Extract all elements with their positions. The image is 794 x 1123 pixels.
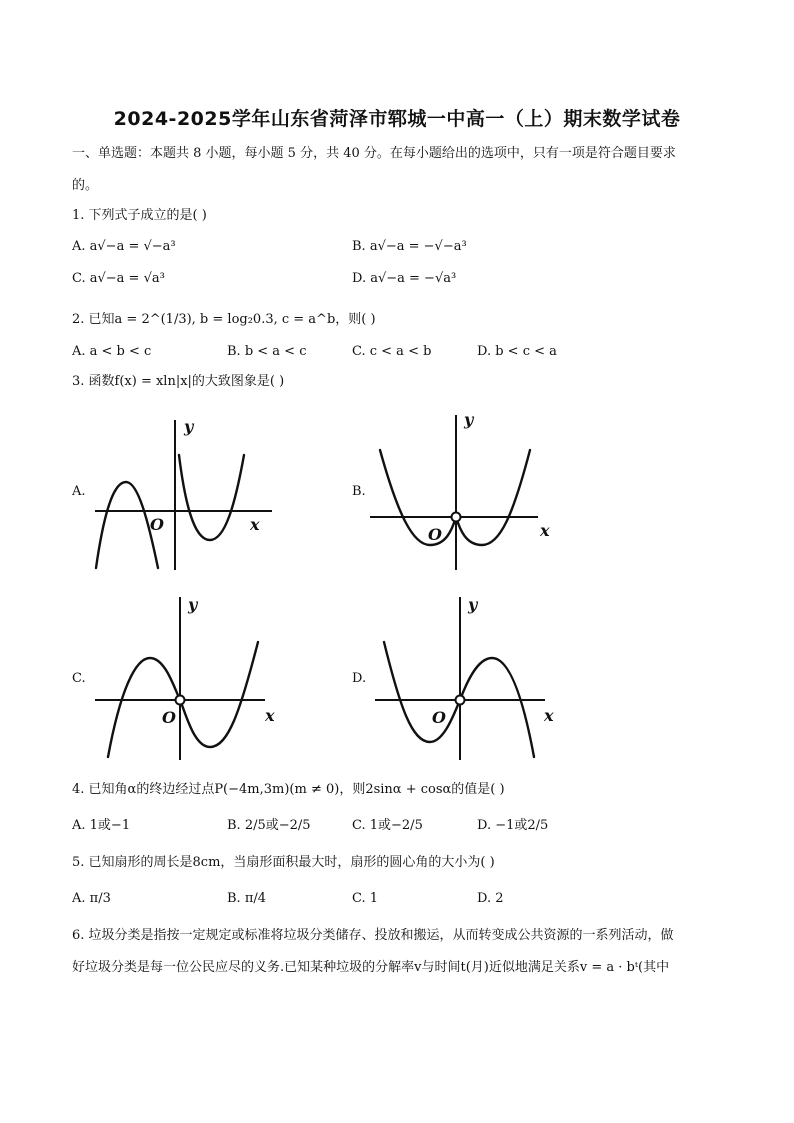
q4-option-b: B. 2/5或−2/5 — [227, 818, 311, 833]
q4-option-c: C. 1或−2/5 — [352, 818, 423, 833]
q6-line-1: 6. 垃圾分类是指按一定规定或标准将垃圾分类储存、投放和搬运，从而转变成公共资源的一系列活动，做 — [72, 928, 674, 943]
graph-d-left-branch — [384, 642, 460, 742]
q2-option-d: D. b < c < a — [477, 344, 557, 359]
q3-stem: 3. 函数f(x) = xln|x|的大致图象是( ) — [72, 374, 285, 389]
graph-d-origin-label: O — [432, 708, 446, 727]
graph-d — [372, 592, 572, 764]
graph-b-label: B. — [352, 484, 366, 499]
page-title: 2024-2025学年山东省菏泽市郓城一中高一（上）期末数学试卷 — [113, 108, 681, 130]
q2-option-a: A. a < b < c — [72, 344, 152, 359]
q4-stem: 4. 已知角α的终边经过点P(−4m,3m)(m ≠ 0)，则2sinα + cosα的值是( ) — [72, 782, 505, 797]
q5-option-a: A. π/3 — [72, 891, 111, 906]
graph-d-label: D. — [352, 671, 367, 686]
q5-option-d: D. 2 — [477, 891, 504, 906]
graph-b-hole — [452, 513, 461, 522]
graph-d-right-branch — [460, 658, 534, 757]
section-heading-cont: 的。 — [72, 178, 99, 193]
graph-a-label: A. — [72, 484, 86, 499]
graph-a-right-branch — [179, 455, 244, 540]
graph-c-origin-label: O — [162, 708, 176, 727]
q2-option-b: B. b < a < c — [227, 344, 307, 359]
graph-a-y-label: y — [184, 417, 194, 436]
q1-option-b: B. a√−a = −√−a³ — [352, 239, 467, 254]
q4-option-a: A. 1或−1 — [72, 818, 131, 833]
graph-b-origin-label: O — [428, 525, 442, 544]
graph-b-right-branch — [456, 450, 530, 545]
section-heading: 一、单选题：本题共 8 小题，每小题 5 分，共 40 分。在每小题给出的选项中，只有一项是符合题目要求 — [72, 146, 676, 161]
graph-b-x-label: x — [540, 521, 550, 540]
q2-option-c: C. c < a < b — [352, 344, 432, 359]
q1-stem: 1. 下列式子成立的是( ) — [72, 208, 207, 223]
graph-c-y-label: y — [188, 595, 198, 614]
graph-c — [90, 592, 290, 764]
q1-option-a: A. a√−a = √−a³ — [72, 239, 176, 254]
graph-d-hole — [456, 696, 465, 705]
graph-b — [368, 405, 558, 575]
graph-c-x-label: x — [265, 706, 275, 725]
graph-d-x-label: x — [544, 706, 554, 725]
graph-a-left-branch — [96, 482, 158, 568]
q4-option-d: D. −1或2/5 — [477, 818, 549, 833]
q6-line-2: 好垃圾分类是每一位公民应尽的义务.已知某种垃圾的分解率v与时间t(月)近似地满足关系v = a · bᵗ(其中 — [72, 960, 670, 975]
q1-option-c: C. a√−a = √a³ — [72, 271, 165, 286]
q5-option-b: B. π/4 — [227, 891, 267, 906]
graph-a-origin-label: O — [150, 515, 164, 534]
q5-option-c: C. 1 — [352, 891, 379, 906]
graph-c-right-branch — [180, 642, 258, 747]
graph-a — [90, 410, 280, 575]
q5-stem: 5. 已知扇形的周长是8cm，当扇形面积最大时，扇形的圆心角的大小为( ) — [72, 855, 495, 870]
graph-b-left-branch — [380, 450, 456, 545]
graph-b-y-label: y — [464, 410, 474, 429]
q2-stem: 2. 已知a = 2^(1/3), b = log₂0.3, c = a^b，则( ) — [72, 312, 376, 327]
graph-c-hole — [176, 696, 185, 705]
graph-c-label: C. — [72, 671, 86, 686]
graph-a-x-label: x — [250, 515, 260, 534]
graph-d-y-label: y — [468, 595, 478, 614]
q1-option-d: D. a√−a = −√a³ — [352, 271, 457, 286]
